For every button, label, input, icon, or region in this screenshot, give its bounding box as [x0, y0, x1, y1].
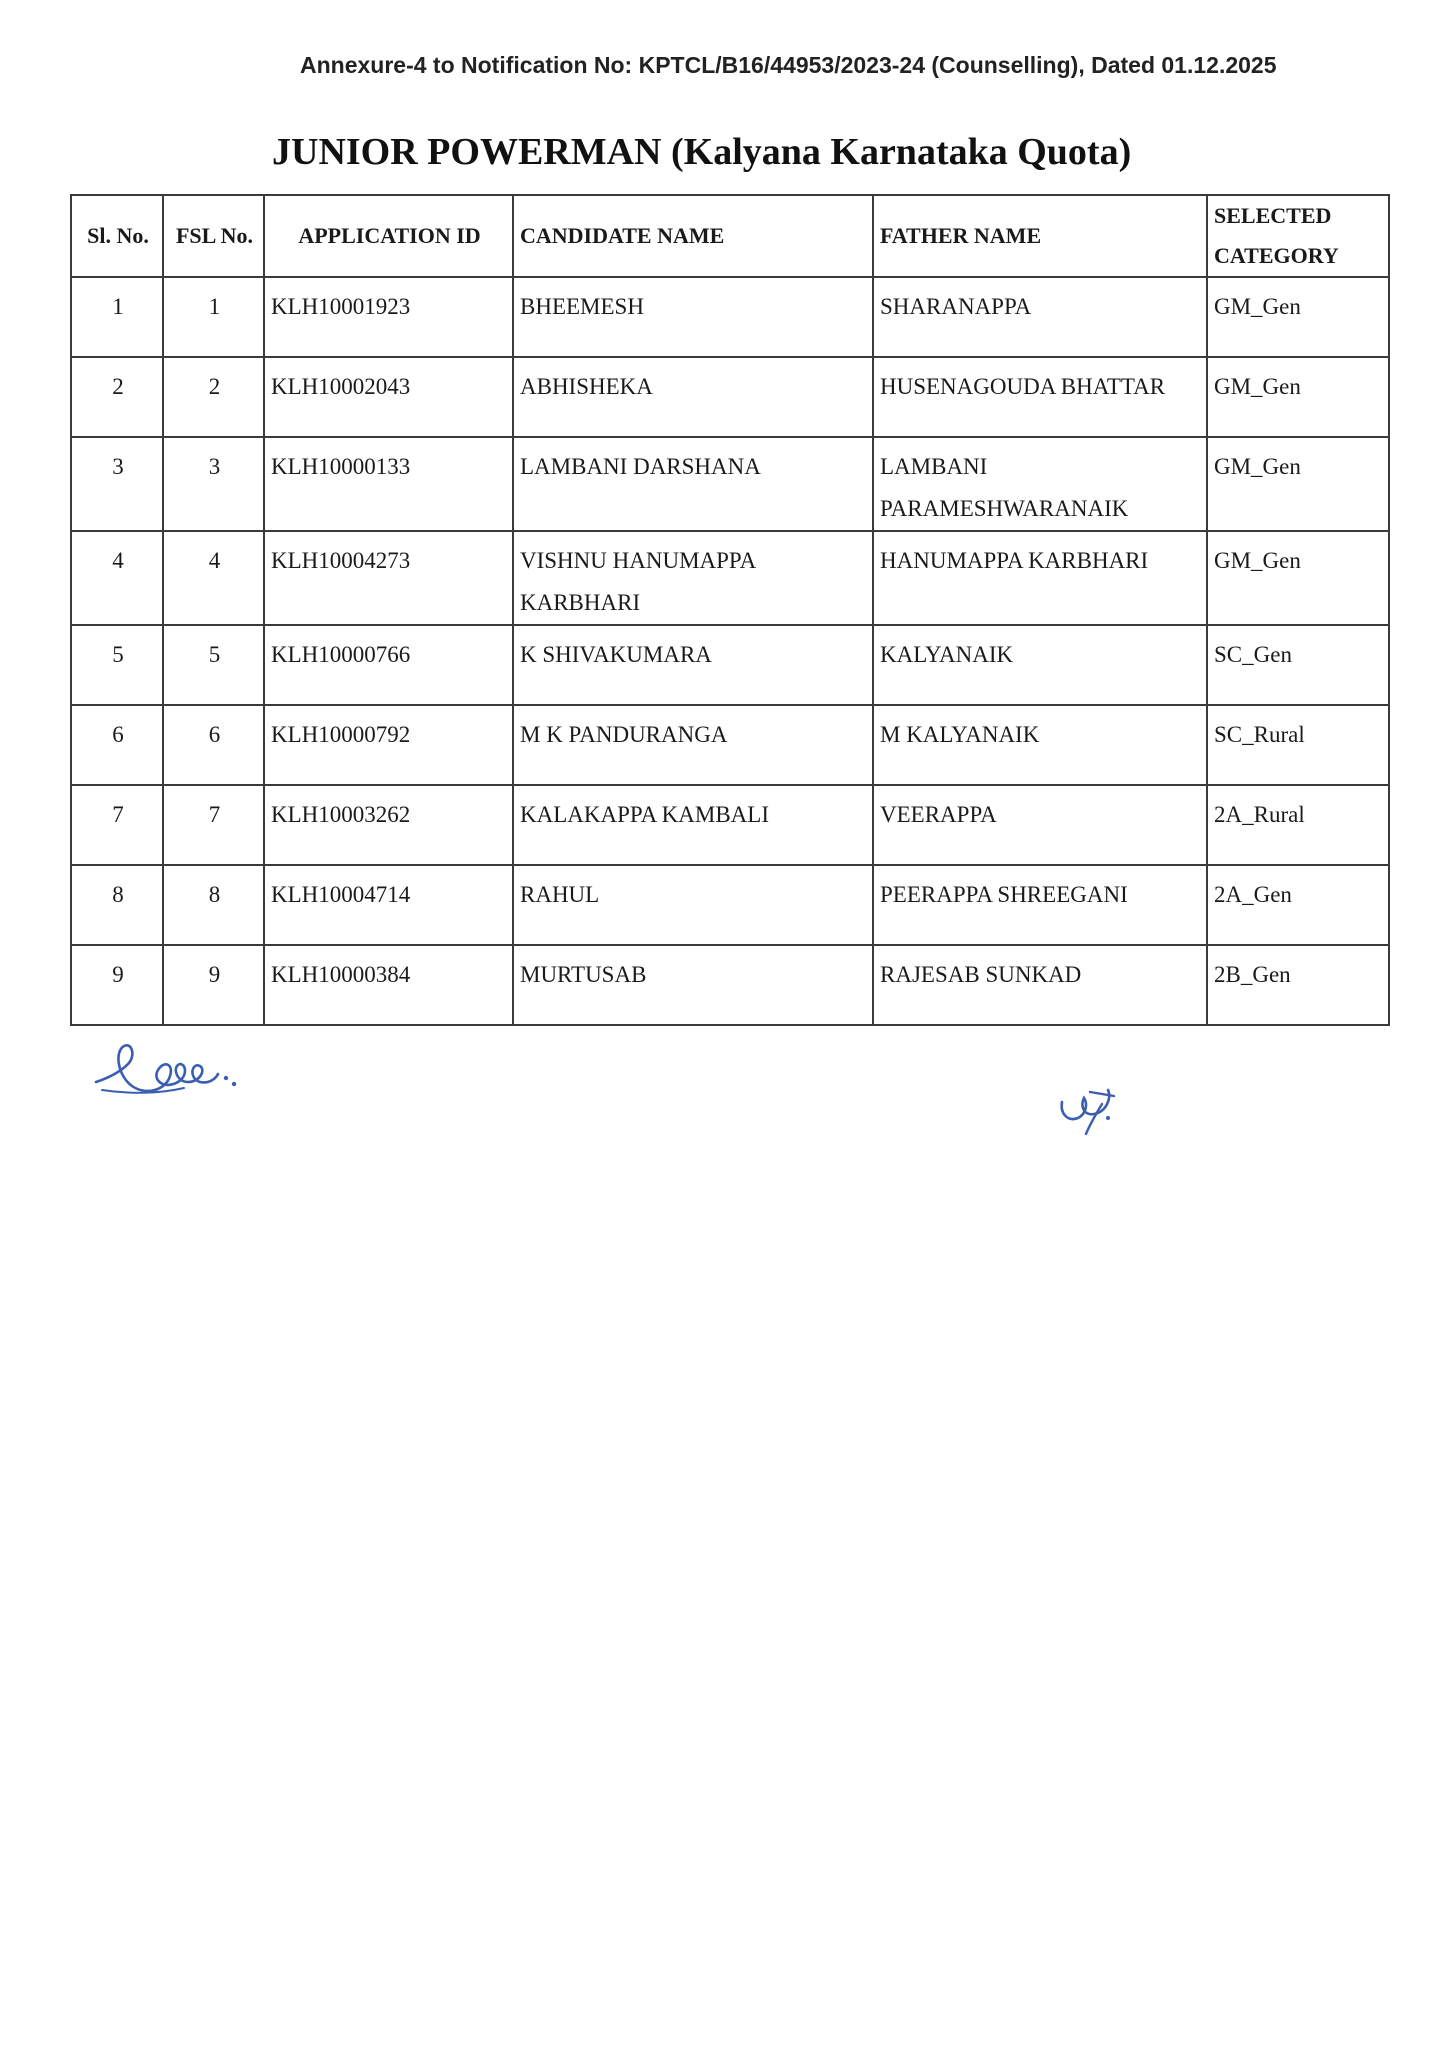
cell-category: GM_Gen	[1207, 437, 1389, 531]
table-row	[71, 531, 1389, 625]
table-row	[71, 625, 1389, 705]
cell-father-name: HUSENAGOUDA BHATTAR	[873, 357, 1207, 437]
cell-father-name: HANUMAPPA KARBHARI	[873, 531, 1207, 625]
signature-left	[88, 1020, 248, 1110]
header-fsl-no: FSL No.	[163, 195, 264, 277]
cell-candidate-name: ABHISHEKA	[513, 357, 873, 437]
header-candidate-name: CANDIDATE NAME	[513, 195, 873, 277]
cell-father-name: RAJESAB SUNKAD	[873, 945, 1207, 1025]
cell-fsl-no: 9	[163, 945, 264, 1025]
cell-category: 2B_Gen	[1207, 945, 1389, 1025]
table-row	[71, 357, 1389, 437]
table-row	[71, 945, 1389, 1025]
cell-candidate-name: MURTUSAB	[513, 945, 873, 1025]
cell-fsl-no: 1	[163, 277, 264, 357]
cell-fsl-no: 5	[163, 625, 264, 705]
page-title: JUNIOR POWERMAN (Kalyana Karnataka Quota)	[272, 131, 1132, 173]
cell-category: SC_Gen	[1207, 625, 1389, 705]
cell-sl-no: 6	[71, 705, 163, 785]
cell-fsl-no: 3	[163, 437, 264, 531]
cell-candidate-name: K SHIVAKUMARA	[513, 625, 873, 705]
header-father-name: FATHER NAME	[873, 195, 1207, 277]
cell-sl-no: 3	[71, 437, 163, 531]
cell-fsl-no: 6	[163, 705, 264, 785]
cell-application-id: KLH10000792	[264, 705, 513, 785]
cell-application-id: KLH10000133	[264, 437, 513, 531]
cell-sl-no: 4	[71, 531, 163, 625]
cell-father-name: SHARANAPPA	[873, 277, 1207, 357]
cell-candidate-name: KALAKAPPA KAMBALI	[513, 785, 873, 865]
cell-application-id: KLH10000384	[264, 945, 513, 1025]
table-row	[71, 705, 1389, 785]
cell-sl-no: 1	[71, 277, 163, 357]
cell-application-id: KLH10004714	[264, 865, 513, 945]
cell-candidate-name: VISHNU HANUMAPPA KARBHARI	[513, 531, 873, 625]
cell-application-id: KLH10000766	[264, 625, 513, 705]
cell-application-id: KLH10002043	[264, 357, 513, 437]
table-row	[71, 277, 1389, 357]
header-sl-no: Sl. No.	[71, 195, 163, 277]
cell-category: GM_Gen	[1207, 357, 1389, 437]
cell-fsl-no: 7	[163, 785, 264, 865]
signature-right	[1050, 1062, 1140, 1142]
table-header-row	[71, 195, 1389, 277]
cell-father-name: LAMBANI PARAMESHWARANAIK	[873, 437, 1207, 531]
cell-father-name: PEERAPPA SHREEGANI	[873, 865, 1207, 945]
cell-fsl-no: 8	[163, 865, 264, 945]
cell-father-name: KALYANAIK	[873, 625, 1207, 705]
table-row	[71, 865, 1389, 945]
cell-category: GM_Gen	[1207, 531, 1389, 625]
table-row	[71, 785, 1389, 865]
cell-father-name: VEERAPPA	[873, 785, 1207, 865]
header-selected-category: SELECTED CATEGORY	[1207, 195, 1389, 277]
cell-candidate-name: LAMBANI DARSHANA	[513, 437, 873, 531]
table-row	[71, 437, 1389, 531]
cell-category: 2A_Gen	[1207, 865, 1389, 945]
cell-sl-no: 7	[71, 785, 163, 865]
cell-category: SC_Rural	[1207, 705, 1389, 785]
selection-list-table	[70, 194, 1390, 1026]
cell-application-id: KLH10003262	[264, 785, 513, 865]
cell-application-id: KLH10004273	[264, 531, 513, 625]
cell-category: 2A_Rural	[1207, 785, 1389, 865]
cell-father-name: M KALYANAIK	[873, 705, 1207, 785]
cell-fsl-no: 4	[163, 531, 264, 625]
cell-application-id: KLH10001923	[264, 277, 513, 357]
cell-category: GM_Gen	[1207, 277, 1389, 357]
header-application-id: APPLICATION ID	[264, 195, 513, 277]
cell-candidate-name: BHEEMESH	[513, 277, 873, 357]
cell-sl-no: 9	[71, 945, 163, 1025]
cell-fsl-no: 2	[163, 357, 264, 437]
cell-sl-no: 5	[71, 625, 163, 705]
cell-sl-no: 8	[71, 865, 163, 945]
cell-candidate-name: RAHUL	[513, 865, 873, 945]
annexure-reference: Annexure-4 to Notification No: KPTCL/B16/44953/2023-24 (Counselling), Dated 01.12.2025	[300, 52, 1277, 78]
cell-sl-no: 2	[71, 357, 163, 437]
cell-candidate-name: M K PANDURANGA	[513, 705, 873, 785]
